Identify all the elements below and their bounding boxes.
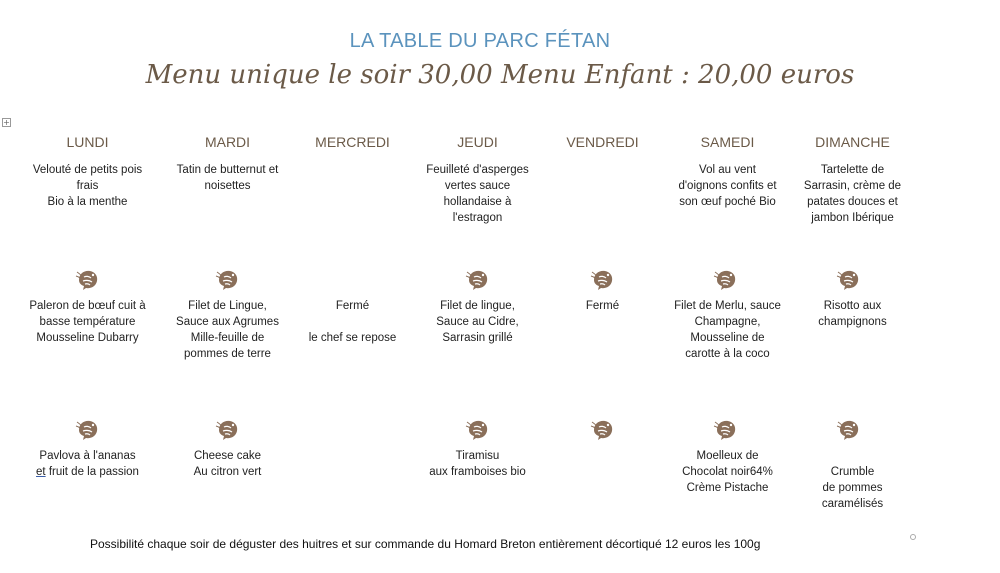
main-course-text: Fermé bbox=[585, 300, 620, 312]
day-column-mercredi bbox=[290, 134, 415, 344]
dessert-text: Moelleux de Chocolat noir64% Crème Pistache bbox=[682, 450, 773, 494]
day-heading: JEUDI bbox=[457, 134, 498, 150]
starter-text: Velouté de petits pois frais Bio à la menthe bbox=[32, 164, 143, 208]
day-heading: VENDREDI bbox=[566, 134, 639, 150]
day-heading: MERCREDI bbox=[315, 134, 390, 150]
restaurant-title: LA TABLE DU PARC FÉTAN bbox=[349, 30, 611, 52]
day-column-samedi bbox=[665, 134, 790, 494]
day-column-mardi bbox=[165, 134, 290, 478]
day-column-jeudi bbox=[415, 134, 540, 478]
shrimp-icon bbox=[590, 268, 616, 292]
dessert-text: Tiramisu aux framboises bio bbox=[429, 450, 526, 478]
main-course-text: Risotto aux champignons bbox=[818, 300, 887, 328]
day-column-lundi bbox=[25, 134, 150, 478]
shrimp-icon bbox=[836, 418, 862, 442]
main-course-text: Filet de lingue, Sauce au Cidre, Sarrasin grillé bbox=[436, 300, 519, 344]
starter-text: Tartelette de Sarrasin, crème de patates douces et jambon Ibérique bbox=[803, 164, 902, 224]
dessert-text: Pavlova à l'ananas et fruit de la passion bbox=[36, 450, 139, 478]
underlined-word: et bbox=[36, 466, 46, 478]
main-course-text: Filet de Lingue, Sauce aux Agrumes Mille-feuille de pommes de terre bbox=[176, 300, 279, 360]
day-heading: MARDI bbox=[204, 134, 251, 150]
menu-subtitle: Menu unique le soir 30,00 Menu Enfant : 20,00 euros bbox=[145, 60, 855, 90]
shrimp-icon bbox=[215, 268, 241, 292]
starter-text: Tatin de butternut et noisettes bbox=[176, 164, 279, 192]
starter-text: Feuilleté d'asperges vertes sauce hollandaise à l'estragon bbox=[426, 164, 529, 224]
dessert-text: Cheese cake Au citron vert bbox=[193, 450, 262, 478]
shrimp-icon bbox=[836, 268, 862, 292]
main-course-text: Fermé le chef se repose bbox=[308, 300, 397, 344]
day-column-dimanche bbox=[790, 134, 915, 510]
day-column-vendredi bbox=[540, 134, 665, 312]
shrimp-icon bbox=[713, 418, 739, 442]
footer-note: Possibilité chaque soir de déguster des huitres et sur commande du Homard Breton entièrement décortiqué 12 euros les 100g bbox=[90, 537, 761, 551]
shrimp-icon bbox=[713, 268, 739, 292]
shrimp-icon bbox=[75, 418, 101, 442]
shrimp-icon bbox=[590, 418, 616, 442]
shrimp-icon bbox=[465, 268, 491, 292]
shrimp-icon bbox=[75, 268, 101, 292]
main-course-text: Filet de Merlu, sauce Champagne, Mousseline de carotte à la coco bbox=[674, 300, 781, 360]
shrimp-icon bbox=[215, 418, 241, 442]
day-heading: DIMANCHE bbox=[815, 134, 890, 150]
main-course-text: Paleron de bœuf cuit à basse température Mousseline Dubarry bbox=[29, 300, 146, 344]
table-anchor-icon[interactable]: + bbox=[3, 118, 10, 127]
shrimp-icon bbox=[465, 418, 491, 442]
day-heading: SAMEDI bbox=[700, 134, 755, 150]
circle-icon bbox=[910, 534, 916, 540]
starter-text: Vol au vent d'oignons confits et son œuf poché Bio bbox=[678, 164, 777, 208]
dessert-text: Crumble de pommes caramélisés bbox=[821, 466, 884, 510]
day-heading: LUNDI bbox=[66, 134, 109, 150]
